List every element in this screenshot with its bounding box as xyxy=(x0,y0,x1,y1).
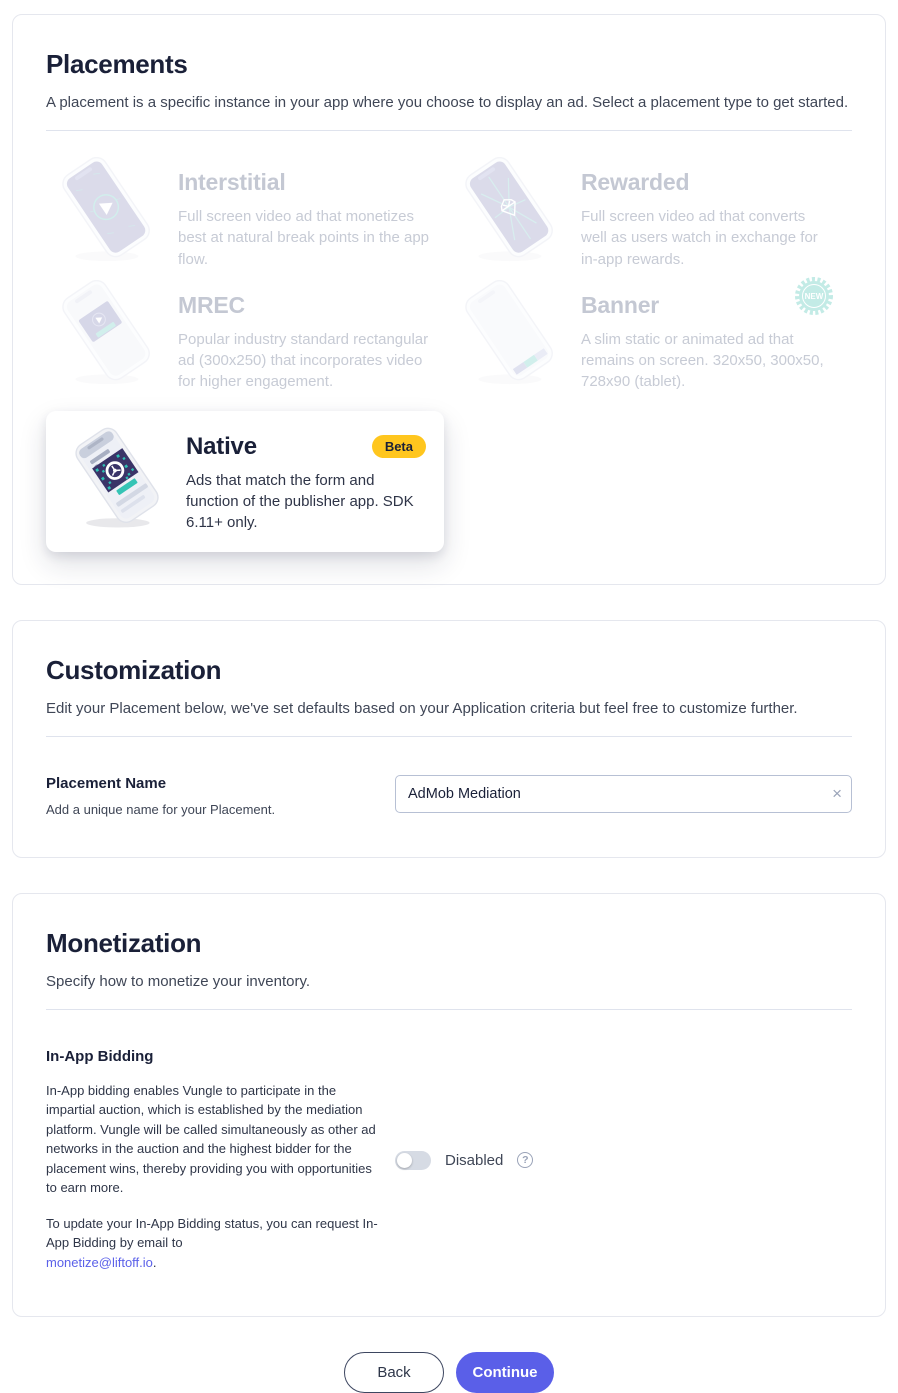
placement-option-native[interactable] xyxy=(46,411,444,552)
native-description: Ads that match the form and function of the publisher app. SDK 6.11+ only. xyxy=(186,471,414,532)
customization-card xyxy=(12,620,886,858)
monetization-subtitle: Specify how to monetize your inventory. xyxy=(46,972,311,990)
customization-title: Customization xyxy=(46,654,222,685)
placements-subtitle: A placement is a specific instance in your app where you choose to display an ad. Select a placement type to get started. xyxy=(46,94,849,111)
footer-actions xyxy=(12,1352,886,1393)
monetization-title: Monetization xyxy=(46,927,202,958)
new-badge xyxy=(794,276,834,316)
rewarded-phone-icon xyxy=(449,157,567,265)
native-phone-icon xyxy=(60,427,172,531)
beta-badge: Beta xyxy=(372,435,426,458)
clear-input-icon[interactable]: × xyxy=(832,783,842,803)
mrec-title: MREC xyxy=(178,291,245,318)
in-app-bidding-label: In-App Bidding xyxy=(46,1047,154,1065)
placement-options-grid xyxy=(46,131,852,552)
interstitial-description: Full screen video ad that monetizes best at natural break points in the app flow. xyxy=(178,208,430,268)
interstitial-phone-icon xyxy=(46,157,164,265)
mrec-phone-icon xyxy=(46,280,164,388)
in-app-bidding-request-note xyxy=(46,1214,382,1273)
placement-name-row xyxy=(46,737,852,817)
placement-name-input[interactable] xyxy=(395,775,852,813)
customization-subtitle: Edit your Placement below, we've set defaults based on your Application criteria but feel free to customize further. xyxy=(46,699,798,717)
new-badge-label: NEW xyxy=(804,291,824,301)
continue-button[interactable]: Continue xyxy=(456,1352,554,1393)
in-app-bidding-row xyxy=(46,1010,852,1273)
rewarded-description: Full screen video ad that converts well as users watch in exchange for in-app rewards. xyxy=(581,208,818,268)
in-app-bidding-description: In-App bidding enables Vungle to participate in the impartial auction, which is established by the mediation platform. Vungle will be called simultaneously as other ad networks in the auction and the highest bidder for the placement wins, thereby providing you with opportunities to earn more. xyxy=(46,1082,376,1196)
placements-title: Placements xyxy=(46,49,188,79)
request-note-period: . xyxy=(152,1254,157,1270)
placement-option-banner[interactable] xyxy=(449,280,852,393)
placements-card xyxy=(12,14,886,585)
monetization-card xyxy=(12,893,886,1318)
native-title: Native xyxy=(186,432,257,460)
back-button[interactable]: Back xyxy=(344,1352,444,1393)
placement-name-help: Add a unique name for your Placement. xyxy=(46,801,276,817)
placement-option-interstitial[interactable] xyxy=(46,157,449,270)
mrec-description: Popular industry standard rectangular ad (300x250) that incorporates video for higher engagement. xyxy=(178,330,429,391)
banner-title: Banner xyxy=(581,291,660,318)
rewarded-title: Rewarded xyxy=(581,169,690,195)
banner-phone-icon xyxy=(449,280,567,388)
placement-option-mrec[interactable] xyxy=(46,280,449,393)
in-app-bidding-status: Disabled xyxy=(445,1151,504,1169)
placement-option-rewarded[interactable] xyxy=(449,157,852,270)
help-icon[interactable]: ? xyxy=(517,1152,533,1168)
request-note-text: To update your In-App Bidding status, you can request In-App Bidding by email to xyxy=(46,1215,378,1251)
interstitial-title: Interstitial xyxy=(178,169,286,195)
banner-description: A slim static or animated ad that remains on screen. 320x50, 300x50, 728x90 (tablet). xyxy=(581,330,824,391)
monetize-email-link[interactable]: monetize@liftoff.io xyxy=(46,1254,153,1270)
toggle-knob xyxy=(397,1153,412,1168)
in-app-bidding-toggle[interactable] xyxy=(395,1151,431,1170)
placement-name-label: Placement Name xyxy=(46,774,167,792)
